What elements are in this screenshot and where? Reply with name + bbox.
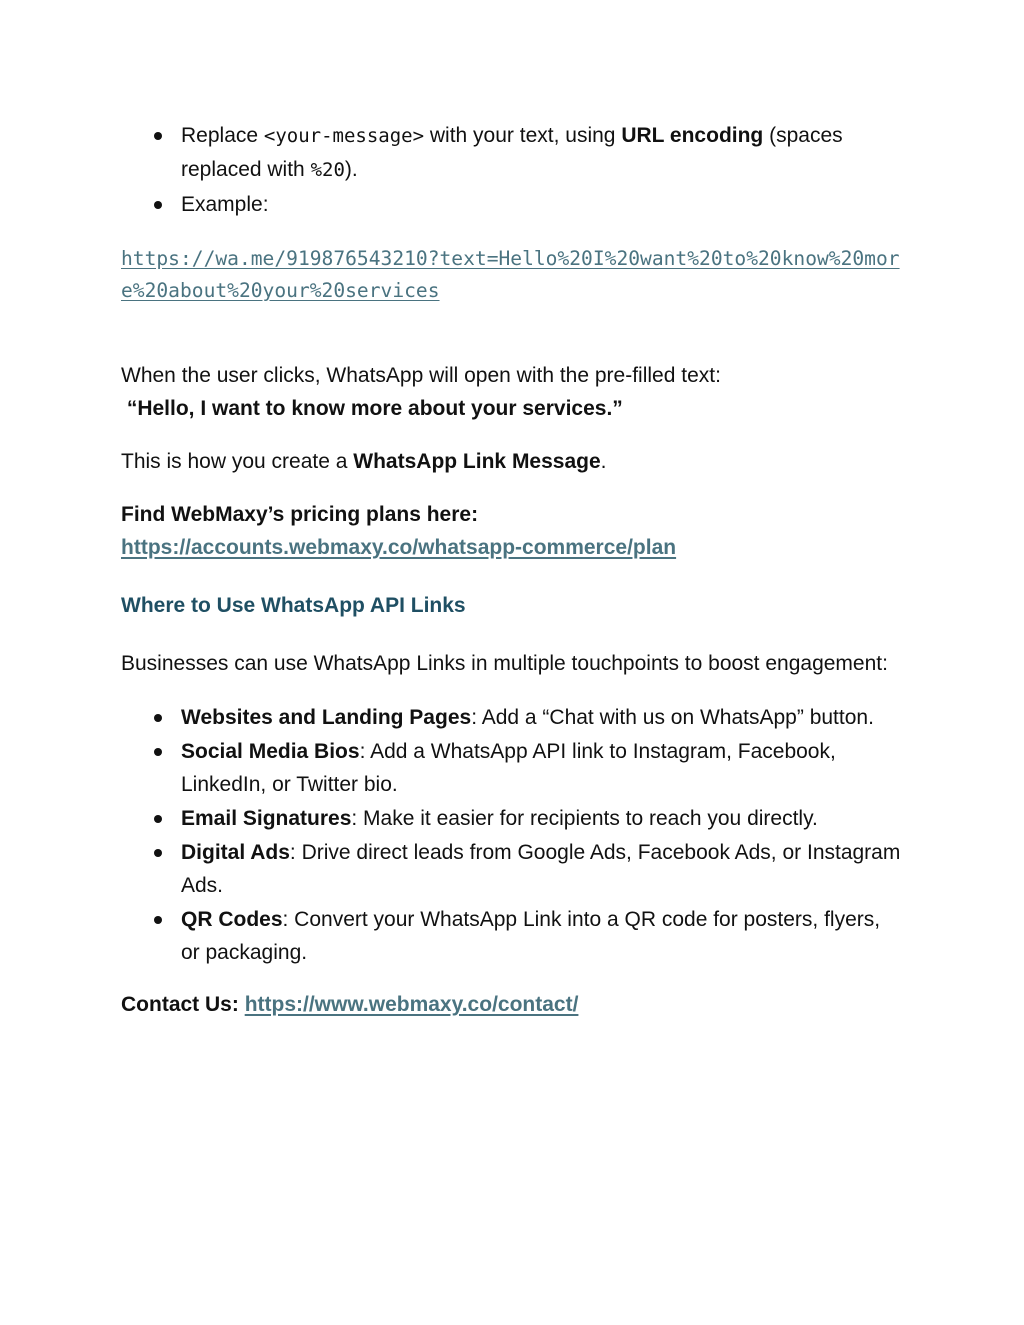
text: Example: — [181, 193, 269, 216]
bullet-dot — [154, 714, 162, 722]
text: : Drive direct leads from Google Ads, Facebook Ads, or Instagram Ads. — [181, 841, 901, 897]
list-item — [121, 701, 901, 734]
list-item — [121, 188, 901, 221]
text: : Make it easier for recipients to reach you directly. — [351, 807, 818, 830]
text: with your text, using — [424, 124, 622, 147]
bullet-dot — [154, 849, 162, 857]
section-intro: Businesses can use WhatsApp Links in multiple touchpoints to boost engagement: — [121, 652, 888, 675]
bold-text: QR Codes — [181, 908, 283, 931]
list-item — [121, 802, 901, 835]
bullet-dot — [154, 916, 162, 924]
uses-bullet-list — [121, 701, 901, 969]
howto-paragraph — [121, 445, 901, 478]
list-item — [121, 735, 901, 801]
bold-text: Digital Ads — [181, 841, 290, 864]
intro-bullet-list — [121, 119, 901, 221]
example-link[interactable]: https://wa.me/919876543210?text=Hello%20I%20want%20to%20know%20more%20about%20your%20services — [121, 247, 900, 302]
text: . — [600, 450, 607, 473]
pricing-label: Find WebMaxy’s pricing plans here: — [121, 503, 479, 526]
contact-link[interactable]: https://www.webmaxy.co/contact/ — [244, 993, 579, 1016]
code-inline: <your-message> — [263, 125, 425, 147]
document-page — [121, 119, 901, 1021]
text: This is how you create a — [121, 450, 354, 473]
bold-text: Email Signatures — [181, 807, 352, 830]
bullet-dot — [154, 201, 162, 209]
code-inline: %20 — [310, 159, 345, 181]
bold-text: URL encoding — [621, 124, 764, 147]
contact-label: Contact Us: — [121, 993, 245, 1016]
bold-text: Websites and Landing Pages — [181, 706, 472, 729]
text: : Add a WhatsApp API link to Instagram, Facebook, LinkedIn, or Twitter bio. — [181, 740, 836, 796]
bold-text: WhatsApp Link Message — [353, 450, 601, 473]
list-item — [121, 903, 901, 969]
text: : Convert your WhatsApp Link into a QR code for posters, flyers, or packaging. — [181, 908, 881, 964]
prefilled-text: “Hello, I want to know more about your services.” — [121, 397, 623, 420]
click-text: When the user clicks, WhatsApp will open with the pre-filled text: — [121, 364, 721, 387]
pricing-link[interactable]: https://accounts.webmaxy.co/whatsapp-commerce/plan — [121, 536, 677, 559]
bullet-dot — [154, 815, 162, 823]
text: (spaces replaced with — [181, 124, 843, 181]
text: : Add a “Chat with us on WhatsApp” button. — [471, 706, 874, 729]
contact-paragraph — [121, 988, 901, 1021]
list-item — [121, 836, 901, 902]
bold-text: Social Media Bios — [181, 740, 360, 763]
bullet-dot — [154, 748, 162, 756]
text: ). — [344, 158, 358, 181]
list-item — [121, 119, 901, 187]
section-heading: Where to Use WhatsApp API Links — [121, 594, 466, 617]
text: Replace — [181, 124, 264, 147]
bullet-dot — [154, 132, 162, 140]
